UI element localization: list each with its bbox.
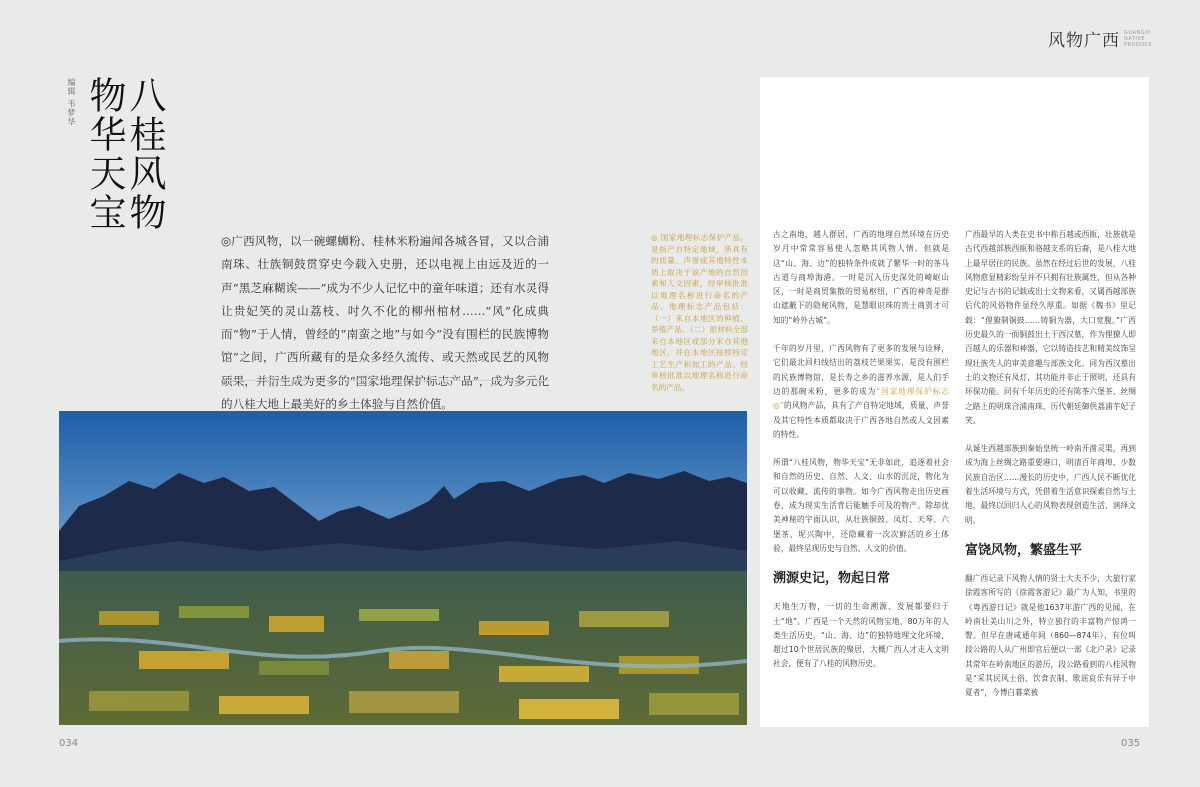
title-line-2: 物华天宝 xyxy=(83,76,126,232)
intro-divider xyxy=(221,380,549,381)
col1-section-heading: 溯源史记，物起日常 xyxy=(773,571,891,587)
page-number-left: 034 xyxy=(59,738,79,749)
col2-paragraph-2: 从诞生西越部族到秦始皇统一岭南开凿灵渠，再到成为海上丝绸之路重要港口，明清百年商埠、少数民族自治区……漫长的历史中，广西人民不断优化着生活环境与方式，凭借着生活意识探索自然与土地，最终以回归人心的风物表现创造生活，演绎文明。 xyxy=(965,444,1136,525)
brand-title: 风物广西 xyxy=(1048,31,1120,51)
section-brand xyxy=(1048,26,1158,51)
sidenote: ◎ 国家地理标志保护产品，是指产自特定地域，所具有的质量、声誉或其他特性本质上取决于该产地的自然因素和人文因素，经审核批准以地理名称进行命名的产品。地理标志产品包括：（一）来自本地区的种植、养殖产品。（二）原材料全部来自本地区或部分来自其他地区，并在本地区按照特定工艺生产和加工的产品。经审核批准以地理名称进行命名的产品。 xyxy=(651,233,748,392)
col1-paragraph-3: 所谓“八桂风物，物华天宝”无非如此，追逐着社会和自然的历史、自然、人文、山水的沉淀，物化为可以收藏、流传的事物。如今广西风物走出历史画卷，成为现实生活背后能触手可及的物产。除却优美神秘的宇面认识，从壮族铜鼓、凤灯、天琴、六堡茶、坭兴陶中，还隐藏着一次次鲜活的乡土体验，最终呈现历史与自然、人文的价值。 xyxy=(773,458,949,553)
brand-subtitle: GUANGXI NATIVE PRODUCE xyxy=(1124,29,1153,48)
text-column-2 xyxy=(965,228,1136,715)
article-title xyxy=(84,76,164,232)
karst-landscape-illustration xyxy=(59,411,747,725)
landscape-photo xyxy=(59,411,747,725)
title-line-1: 八桂风物 xyxy=(123,76,166,232)
col2-section-heading: 富饶风物，繁盛生平 xyxy=(965,542,1083,558)
col1-paragraph-2-end: 的风物产品，具有了产自特定地域，质量、声誉及其它特性本质都取决于广西各地自然或人文因素的特性。 xyxy=(773,401,949,439)
col1-paragraph-2 xyxy=(773,342,949,442)
col1-paragraph-2-start: 千年的岁月里，广西风物有了更多的发展与诠释，它们最北回归线结出的荔枝芒果果实，是没有围栏的民族博物馆，是长寿之乡的滋养水源，是人们手边的那碗米粉，更多的成为 xyxy=(773,344,949,396)
col2-paragraph-3: 翻广西记录下风物人情的贤士大夫不少，大旅行家徐霞客所写的《徐霞客游记》最广为人知，书里的《粤西游日记》就是他1637年游广西的见闻，在岭南壮美山川之外，特立独行的丰富物产惊鸿一瞥。但早在唐咸通年间（860—874年），有位叫段公路的人从广州即官后便以一部《北户录》记录其常年在岭南地区的游历，段公路看到的八桂风物是“采其民风土俗、饮食衣制、歌谣哀乐有异于中夏者”，今博白暮菜被 xyxy=(965,573,1136,698)
col1-paragraph-4: 天地生万物，一切的生命溯源、发展都要归于土“地”。广西是一个天然的风物宝地，80万年的人类生活历史，“山、海、边”的独特地理文化环境，超过10个世居民族的聚居，大概广西人才走入文明社会，便有了八桂的风物历史。 xyxy=(773,602,949,669)
geo-mark-highlight: “国家地理保护标志 ◎” xyxy=(773,386,949,411)
editor-credit: 编辑 韦梦华 xyxy=(67,78,76,127)
text-column-1 xyxy=(773,228,949,686)
col2-paragraph-1: 广西最早的人类在史书中称百越或西瓯，壮族就是古代西越部族西瓯和骆越支系的后裔，是八桂大地上最早居住的民族。虽然在经过后世的发展，八桂风物愈显精彩纷呈并不只拥有壮族属性，但从各种史记与古书的记载或出土文物来看，又属西越部族后代的风俗物件显经久厚重。如据《魏书》里记载：“俚獠制铜鼓……铸铜为器，大口宽腹。”广西历史最久的一面铜鼓出土于西汉墓，作为俚獠人即百越人的乐器和神器，它以铸造技艺和精美纹饰呈现壮族先人的审美意趣与部族文化。同为西汉墓出土的文物还有凤灯，其功能并非止于照明，还具有环保功能。同有千年历史的还有陈茶六堡茶、丝绸之路上的明珠合浦南珠、历代朝廷御供荔浦芋妃子笑。 xyxy=(965,230,1136,425)
intro-paragraph: ◎广西风物，以一碗螺蛳粉、桂林米粉遍闻各城各冒，又以合浦南珠、壮族铜鼓贯穿史今载入史册，还以电视上由远及近的一声“黑芝麻糊诶——”成为不少人记忆中的童年味道；还有水灵得让贵妃笑的灵山荔枝、吋久不化的柳州棺材……“风”化成典而“物”于人情，曾经的“南蛮之地”与如今“没有围栏的民族博物馆”之间，广西所藏有的是众多经久流传、或天然或民艺的风物 的八桂大地上最美好的乡土体验与自然价值。 xyxy=(221,234,549,412)
col1-paragraph-1: 古之南地，越人群居，广西的地理自然环境在历史岁月中常常容易使人忽略其风物人情。但就是这“山、海、边”的独特条件成就了繁华一时的茶马古道与商埠海港。一时是沉入历史深处的崎岖山区，一时是商贸集散的贸易枢纽，广西的神奇是群山遮蔽下的隐秘风物，是慧眼识珠的贵士商贾才可知的“岭外古城”。 xyxy=(773,230,949,325)
page-number-right: 035 xyxy=(1121,738,1141,749)
